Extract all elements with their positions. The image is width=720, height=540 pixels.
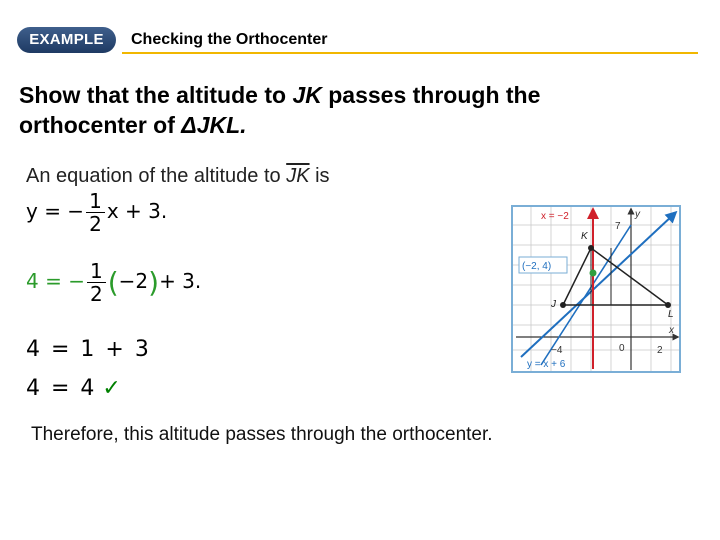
orthocenter-point	[590, 270, 597, 277]
sentence-suffix: is	[309, 165, 330, 187]
eq2-open-paren: (	[107, 266, 119, 299]
eq2-numerator: 1	[87, 260, 106, 283]
vertex-l	[665, 302, 671, 308]
eq2-close-paren: )	[148, 266, 160, 299]
question-text	[19, 80, 659, 140]
label-y-axis: y	[635, 209, 640, 220]
label-x-eq: x = −2	[541, 211, 569, 222]
question-middle: passes through the orthocenter of	[19, 82, 541, 138]
conclusion-text: Therefore, this altitude passes through the orthocenter.	[31, 424, 493, 445]
eq1-right: x + 3.	[106, 199, 168, 223]
vertex-k	[588, 245, 594, 251]
eq1-fraction	[86, 190, 105, 235]
equation-substitution	[26, 260, 201, 305]
question-segment: JK	[292, 82, 322, 108]
eq4-text: 4 = 4	[26, 376, 97, 401]
eq2-denominator: 2	[89, 282, 103, 306]
sentence-segment: $\overline{JK}$	[286, 165, 310, 187]
tick-y: 7	[615, 221, 621, 232]
question-prefix: Show that the altitude to	[19, 82, 293, 108]
coordinate-graph	[511, 205, 681, 373]
tick-0: 0	[619, 343, 625, 354]
tick-neg4: −4	[551, 345, 563, 356]
label-j: J	[551, 299, 556, 310]
tick-2: 2	[657, 345, 663, 356]
eq1-denominator: 2	[89, 212, 102, 236]
eq2-right: + 3.	[159, 269, 202, 293]
label-x-axis: x	[669, 325, 674, 336]
label-line-eq: y = x + 6	[527, 359, 566, 370]
altitude-sentence	[26, 165, 330, 188]
vertex-j	[560, 302, 566, 308]
check-mark-icon: ✓	[102, 376, 123, 401]
slide-title: Checking the Orthocenter	[131, 31, 328, 48]
eq2-left: 4 = −	[26, 269, 85, 293]
label-l: L	[668, 309, 674, 320]
eq1-left: y = −	[26, 199, 85, 223]
example-badge: EXAMPLE	[17, 27, 116, 53]
header-rule	[122, 52, 698, 54]
sentence-prefix: An equation of the altitude to	[26, 165, 287, 187]
eq2-inner: −2	[118, 269, 149, 293]
question-triangle: ΔJKL.	[181, 112, 247, 138]
label-k: K	[581, 231, 588, 242]
equation-simplify: 4 = 1 + 3	[26, 337, 151, 362]
eq2-fraction	[87, 260, 106, 305]
equation-result	[26, 376, 123, 401]
eq1-numerator: 1	[86, 190, 105, 213]
label-point: (−2, 4)	[522, 261, 552, 272]
equation-altitude	[26, 190, 167, 235]
